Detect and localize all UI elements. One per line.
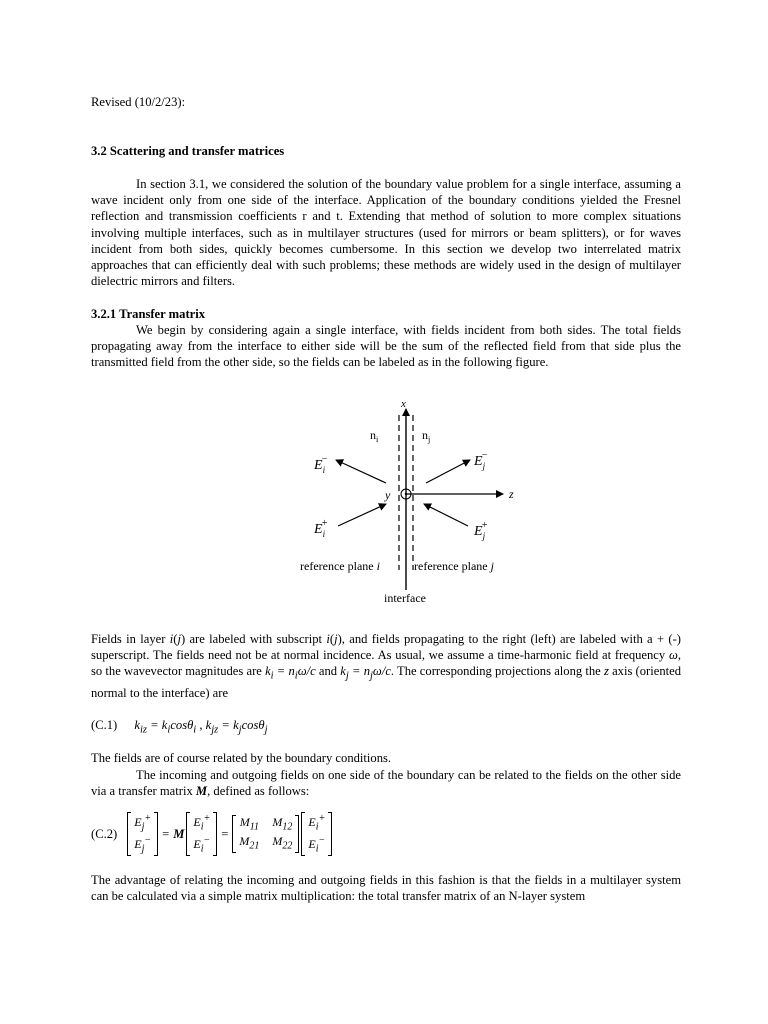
label-text: reference plane [300, 559, 377, 573]
label-var: j [490, 559, 494, 573]
math-M: M [272, 834, 283, 848]
vec-cell [190, 812, 213, 834]
section-title: 3.2 Scattering and transfer matrices [91, 144, 285, 158]
boundary-paragraph: The fields are of course related by the boundary conditions. [91, 751, 392, 765]
text-run: ), and fields propagating to the right (left) are labeled with a + (-) superscript. The fields need not be at normal incidence. As usual, we assume a time-harmonic field at frequency [91, 632, 681, 663]
vec-cell [305, 812, 328, 834]
transfer-paragraph [91, 767, 681, 799]
vector-ej [127, 812, 158, 857]
text-run: ) are labeled with subscript [180, 632, 327, 646]
n-subscript: i [376, 435, 379, 444]
math-rest: ω/c [297, 664, 316, 679]
math-k: k [265, 664, 271, 679]
equation-c1-body [134, 718, 268, 736]
bracket-left [127, 812, 131, 857]
matrix-M-symbol: M [173, 827, 185, 841]
math-E: E [193, 837, 201, 851]
label-ei-plus [313, 518, 328, 539]
label-ei-minus [313, 454, 328, 475]
text-run: ( [173, 632, 178, 646]
math-sup: + [144, 812, 152, 824]
math-sub: 21 [249, 840, 260, 852]
math-E: E [134, 837, 142, 851]
math-sup: − [144, 835, 152, 846]
math-j: j [177, 632, 181, 646]
label-text: reference plane [414, 559, 491, 573]
intro-paragraph [91, 176, 681, 289]
math-sub: j [141, 821, 145, 832]
matrix-M [232, 815, 299, 854]
math-M: M [239, 814, 250, 829]
y-axis-label: y [385, 488, 391, 502]
reference-plane-j-label [414, 559, 495, 573]
math-i: i [169, 632, 174, 646]
math-E: E [308, 837, 316, 851]
bracket-right [328, 812, 332, 857]
math-sub: i [200, 843, 204, 855]
math-M: M [195, 784, 208, 799]
E-sup: − [481, 450, 488, 461]
math-M: M [272, 814, 283, 829]
n-letter: n [422, 428, 428, 442]
math-sub: i [167, 724, 171, 736]
z-axis-label: z [509, 487, 514, 501]
label-ej-plus [473, 520, 488, 541]
vector-ei [186, 812, 217, 857]
text-run: and [315, 664, 341, 679]
bracket-left [186, 812, 190, 857]
intro-text: In section 3.1, we considered the solution of the boundary value problem for a single interface, assuming a wave incident only from one side of the interface. Application of the boundary conditions yielded the Fresnel reflection and transmission coefficients r and t. Extending that method of solution to more complex situations involving multiple interfaces, such as in multilayer structures (used for mirrors or beam splitters), or for waves incident from both sides, quickly becomes cumbersome. In this section we develop two interrelated matrix approaches that can efficiently deal with such problems; these methods are widely used in the design of multilayer dielectric mirrors and filters. [91, 177, 681, 289]
interface-figure [298, 395, 538, 610]
math-z: z [603, 664, 609, 679]
bracket-right [295, 815, 299, 854]
x-axis-label: x [401, 398, 406, 410]
math-j: j [334, 632, 338, 646]
math-k: k [340, 664, 346, 679]
math-eq: = n [273, 664, 295, 679]
text-run: Fields in layer [91, 632, 170, 646]
bracket-right [154, 812, 158, 857]
E-letter: E [314, 522, 323, 537]
revised-note: Revised (10/2/23): [91, 95, 186, 109]
bracket-right [213, 812, 217, 857]
advantage-paragraph: The advantage of relating the incoming and outgoing fields in this fashion is that the fields in a multilayer system can be calculated via a simple matrix multiplication: the total transfer matrix of an N-layer system [91, 873, 681, 904]
math-sup: + [318, 812, 326, 824]
math-E: E [193, 814, 201, 829]
label-ej-minus [473, 450, 488, 471]
math-i: i [326, 632, 330, 646]
bracket-left [232, 815, 236, 854]
E-letter: E [314, 458, 323, 473]
text-run: . The corresponding projections along the [390, 664, 604, 679]
math-sub: iz [139, 724, 147, 736]
arrow-ej-minus [426, 460, 470, 483]
E-sub: j [482, 531, 486, 541]
math-sub: 22 [282, 840, 293, 852]
math-kj [340, 664, 391, 682]
math-sub: i [315, 821, 319, 832]
E-sub: i [322, 465, 326, 475]
math-ki [265, 664, 316, 682]
matrix-cell [236, 834, 262, 853]
E-sup: + [321, 518, 328, 529]
equation-c1 [91, 717, 268, 739]
E-sup: + [481, 520, 488, 531]
E-letter: E [474, 454, 483, 469]
interface-diagram [298, 395, 538, 610]
math-comma: , [196, 718, 206, 732]
math-eq: = n [348, 664, 370, 679]
math-cos: cosθ [241, 718, 265, 732]
math-sub: i [294, 670, 298, 682]
math-E: E [134, 814, 142, 829]
text-run: , so the wavevector magnitudes are [91, 648, 681, 679]
math-sub: i [200, 821, 204, 832]
E-sub: i [322, 529, 326, 539]
matrix-cell [262, 834, 295, 853]
text-run: ( [329, 632, 335, 646]
subsection-paragraph: We begin by considering again a single interface, with fields incident from both sides. The total fields propagating away from the interface to either side will be the sum of the reflected field from that side plus the transmitted field from the other side, so the fields can be labeled as in the following figure. [91, 323, 681, 370]
equation-label: (C.2) [91, 827, 118, 841]
fields-paragraph [91, 631, 681, 701]
reference-plane-i-label [300, 559, 380, 573]
equals-sign: = [162, 827, 170, 841]
equals-sign: = [221, 827, 229, 841]
equation-c2 [91, 812, 332, 855]
equation-label: (C.1) [91, 718, 118, 732]
interface-label: interface [384, 591, 426, 605]
math-sub: j [370, 670, 373, 682]
n-letter: n [370, 428, 376, 442]
text-run: , defined as follows: [207, 784, 310, 799]
label-var: i [376, 559, 380, 573]
subsection-title: 3.2.1 Transfer matrix [91, 307, 206, 321]
E-sup: − [321, 454, 328, 465]
math-omega: ω [668, 648, 678, 663]
text-run: axis (oriented normal to the interface) are [91, 664, 682, 701]
n-subscript: j [428, 435, 431, 444]
E-letter: E [474, 524, 483, 539]
math-sub: i [193, 724, 197, 736]
arrow-ej-plus [424, 504, 468, 526]
math-eq: = k [147, 718, 168, 732]
math-sub: j [264, 724, 268, 736]
bracket-left [301, 812, 305, 857]
vec-cell [305, 834, 328, 856]
math-sub: j [238, 724, 242, 736]
vector-ei-right [301, 812, 332, 857]
math-rest: ω/c [372, 664, 391, 679]
math-sup: − [318, 835, 326, 846]
math-k: k [134, 718, 140, 732]
math-sub: jz [211, 724, 219, 736]
matrix-cell [236, 815, 262, 834]
math-sub: 11 [249, 821, 260, 832]
vec-cell [131, 812, 154, 834]
math-sub: j [141, 843, 145, 855]
matrix-cell [262, 815, 295, 834]
math-sub: i [315, 843, 319, 855]
E-sub: j [482, 461, 486, 471]
math-M: M [239, 834, 250, 848]
math-E: E [308, 814, 316, 829]
math-eq: = k [218, 718, 239, 732]
math-sup: − [203, 835, 211, 846]
math-sub: i [270, 670, 274, 682]
vec-cell [131, 834, 154, 856]
y-axis-dot [405, 493, 407, 495]
n-j-label [422, 428, 430, 444]
arrow-ei-minus [336, 460, 386, 483]
math-cos: cosθ [170, 718, 194, 732]
math-sub: 12 [282, 821, 293, 832]
math-sup: + [203, 812, 211, 824]
arrow-ei-plus [338, 504, 386, 526]
n-i-label [370, 428, 379, 444]
math-sub: j [345, 670, 349, 682]
vec-cell [190, 834, 213, 856]
math-k: k [205, 718, 212, 732]
text-run: The incoming and outgoing fields on one side of the boundary can be related to the fields on the other side via a transfer matrix [91, 768, 681, 799]
